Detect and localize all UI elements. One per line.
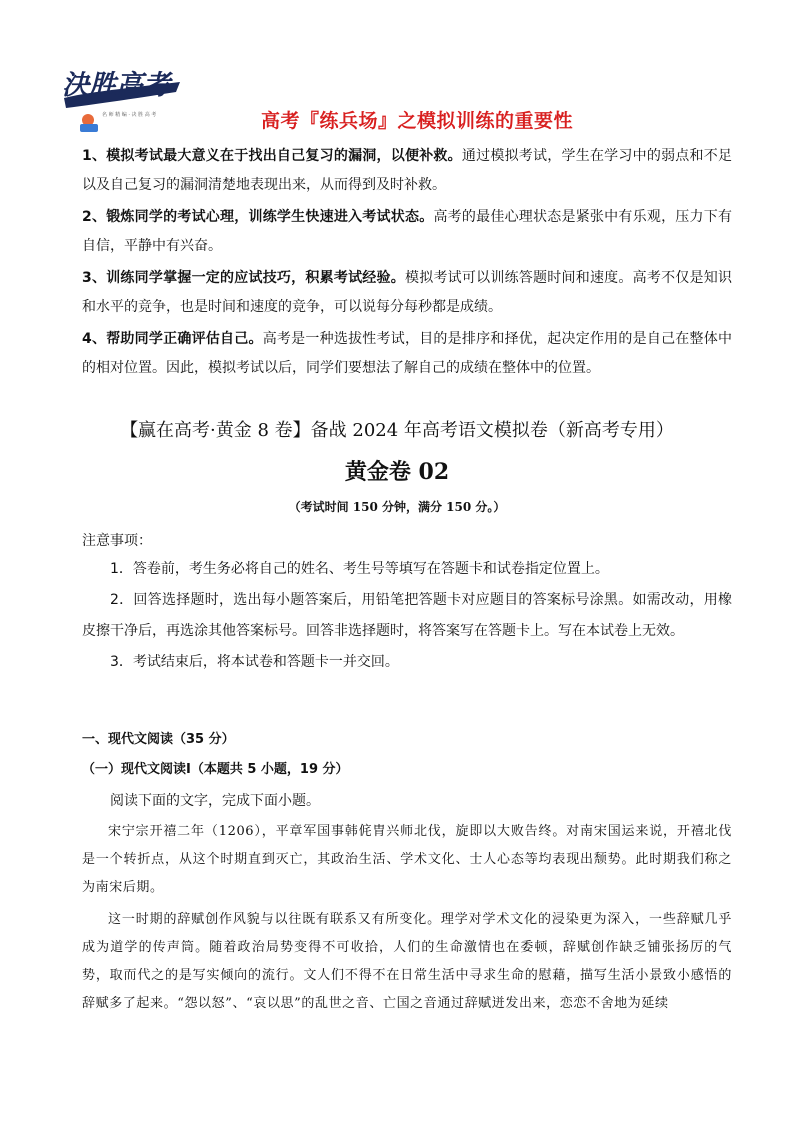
passage-paragraph: 这一时期的辞赋创作风貌与以往既有联系又有所变化。理学对学术文化的浸染更为深入，一些辞赋几乎成为道学的传声筒。随着政治局势变得不可收拾，人们的生命激情也在委顿，辞赋创作缺乏铺张扬厉的气势，取而代之的是写实倾向的流行。文人们不得不在日常生活中寻求生命的慰藉，描写生活小景致小感悟的辞赋多了起来。“怨以怒”、“哀以思”的乱世之音、亡国之音通过辞赋迸发出来，恋恋不舍地为延续 <box>82 912 732 1011</box>
note-item: 3．考试结束后，将本试卷和答题卡一并交回。 <box>110 654 399 670</box>
promo-item <box>82 142 732 200</box>
passage-paragraph: 宋宁宗开禧二年（1206），平章军国事韩侂胄兴师北伐，旋即以大败告终。对南宋国运来说，开禧北伐是一个转折点，从这个时期直到灭亡，其政治生活、学术文化、士人心态等均表现出颓势。此时期我们称之为南宋后期。 <box>82 824 732 895</box>
promo-item <box>82 203 732 261</box>
note-item: 1．答卷前，考生务必将自己的姓名、考生号等填写在答题卡和试卷指定位置上。 <box>110 561 609 577</box>
promo-item <box>82 325 732 383</box>
logo-caption: 名 师 精 编 · 决 胜 高 考 <box>102 112 157 118</box>
promo-item-text: 高考是一种选拔性考试，目的是排序和择优，起决定作用的是自己在整体中的相对位置。因此，模拟考试以后，同学们要想法了解自己的成绩在整体中的位置。 <box>82 331 732 376</box>
promo-item-bold: 1、模拟考试最大意义在于找出自己复习的漏洞，以便补救。 <box>82 148 462 164</box>
promo-item-bold: 4、帮助同学正确评估自己。 <box>82 331 263 347</box>
section-heading: 一、现代文阅读（35 分） <box>82 732 235 747</box>
paper-title: 【赢在高考·黄金 8 卷】备战 2024 年高考语文模拟卷（新高考专用） <box>120 420 674 441</box>
promo-list <box>82 142 732 386</box>
paper-subtitle: 黄金卷 02 <box>344 459 450 485</box>
promo-item-bold: 2、锻炼同学的考试心理，训练学生快速进入考试状态。 <box>82 209 434 225</box>
promo-item-text: 通过模拟考试，学生在学习中的弱点和不足以及自己复习的漏洞清楚地表现出来，从而得到及时补救。 <box>82 148 732 193</box>
reading-passage <box>82 818 732 1022</box>
reading-instruction: 阅读下面的文字，完成下面小题。 <box>110 793 320 809</box>
promo-item <box>82 264 732 322</box>
note-item: 2．回答选择题时，选出每小题答案后，用铅笔把答题卡对应题目的答案标号涂黑。如需改动，用橡皮擦干净后，再选涂其他答案标号。回答非选择题时，将答案写在答题卡上。写在本试卷上无效。 <box>82 592 732 639</box>
exam-info: （考试时间 150 分钟，满分 150 分。） <box>288 500 506 514</box>
subsection-heading: （一）现代文阅读Ⅰ（本题共 5 小题，19 分） <box>82 762 349 777</box>
logo-text: 決胜高考 <box>62 70 170 101</box>
promo-item-text: 高考的最佳心理状态是紧张中有乐观，压力下有自信，平静中有兴奋。 <box>82 209 732 254</box>
promo-item-bold: 3、训练同学掌握一定的应试技巧，积累考试经验。 <box>82 270 405 286</box>
notes-heading: 注意事项： <box>82 533 152 549</box>
promo-item-text: 模拟考试可以训练答题时间和速度。高考不仅是知识和水平的竞争，也是时间和速度的竞争，可以说每分每秒都是成绩。 <box>82 270 732 315</box>
exam-notes <box>82 528 732 678</box>
promo-title: 高考『练兵场』之模拟训练的重要性 <box>260 110 573 132</box>
